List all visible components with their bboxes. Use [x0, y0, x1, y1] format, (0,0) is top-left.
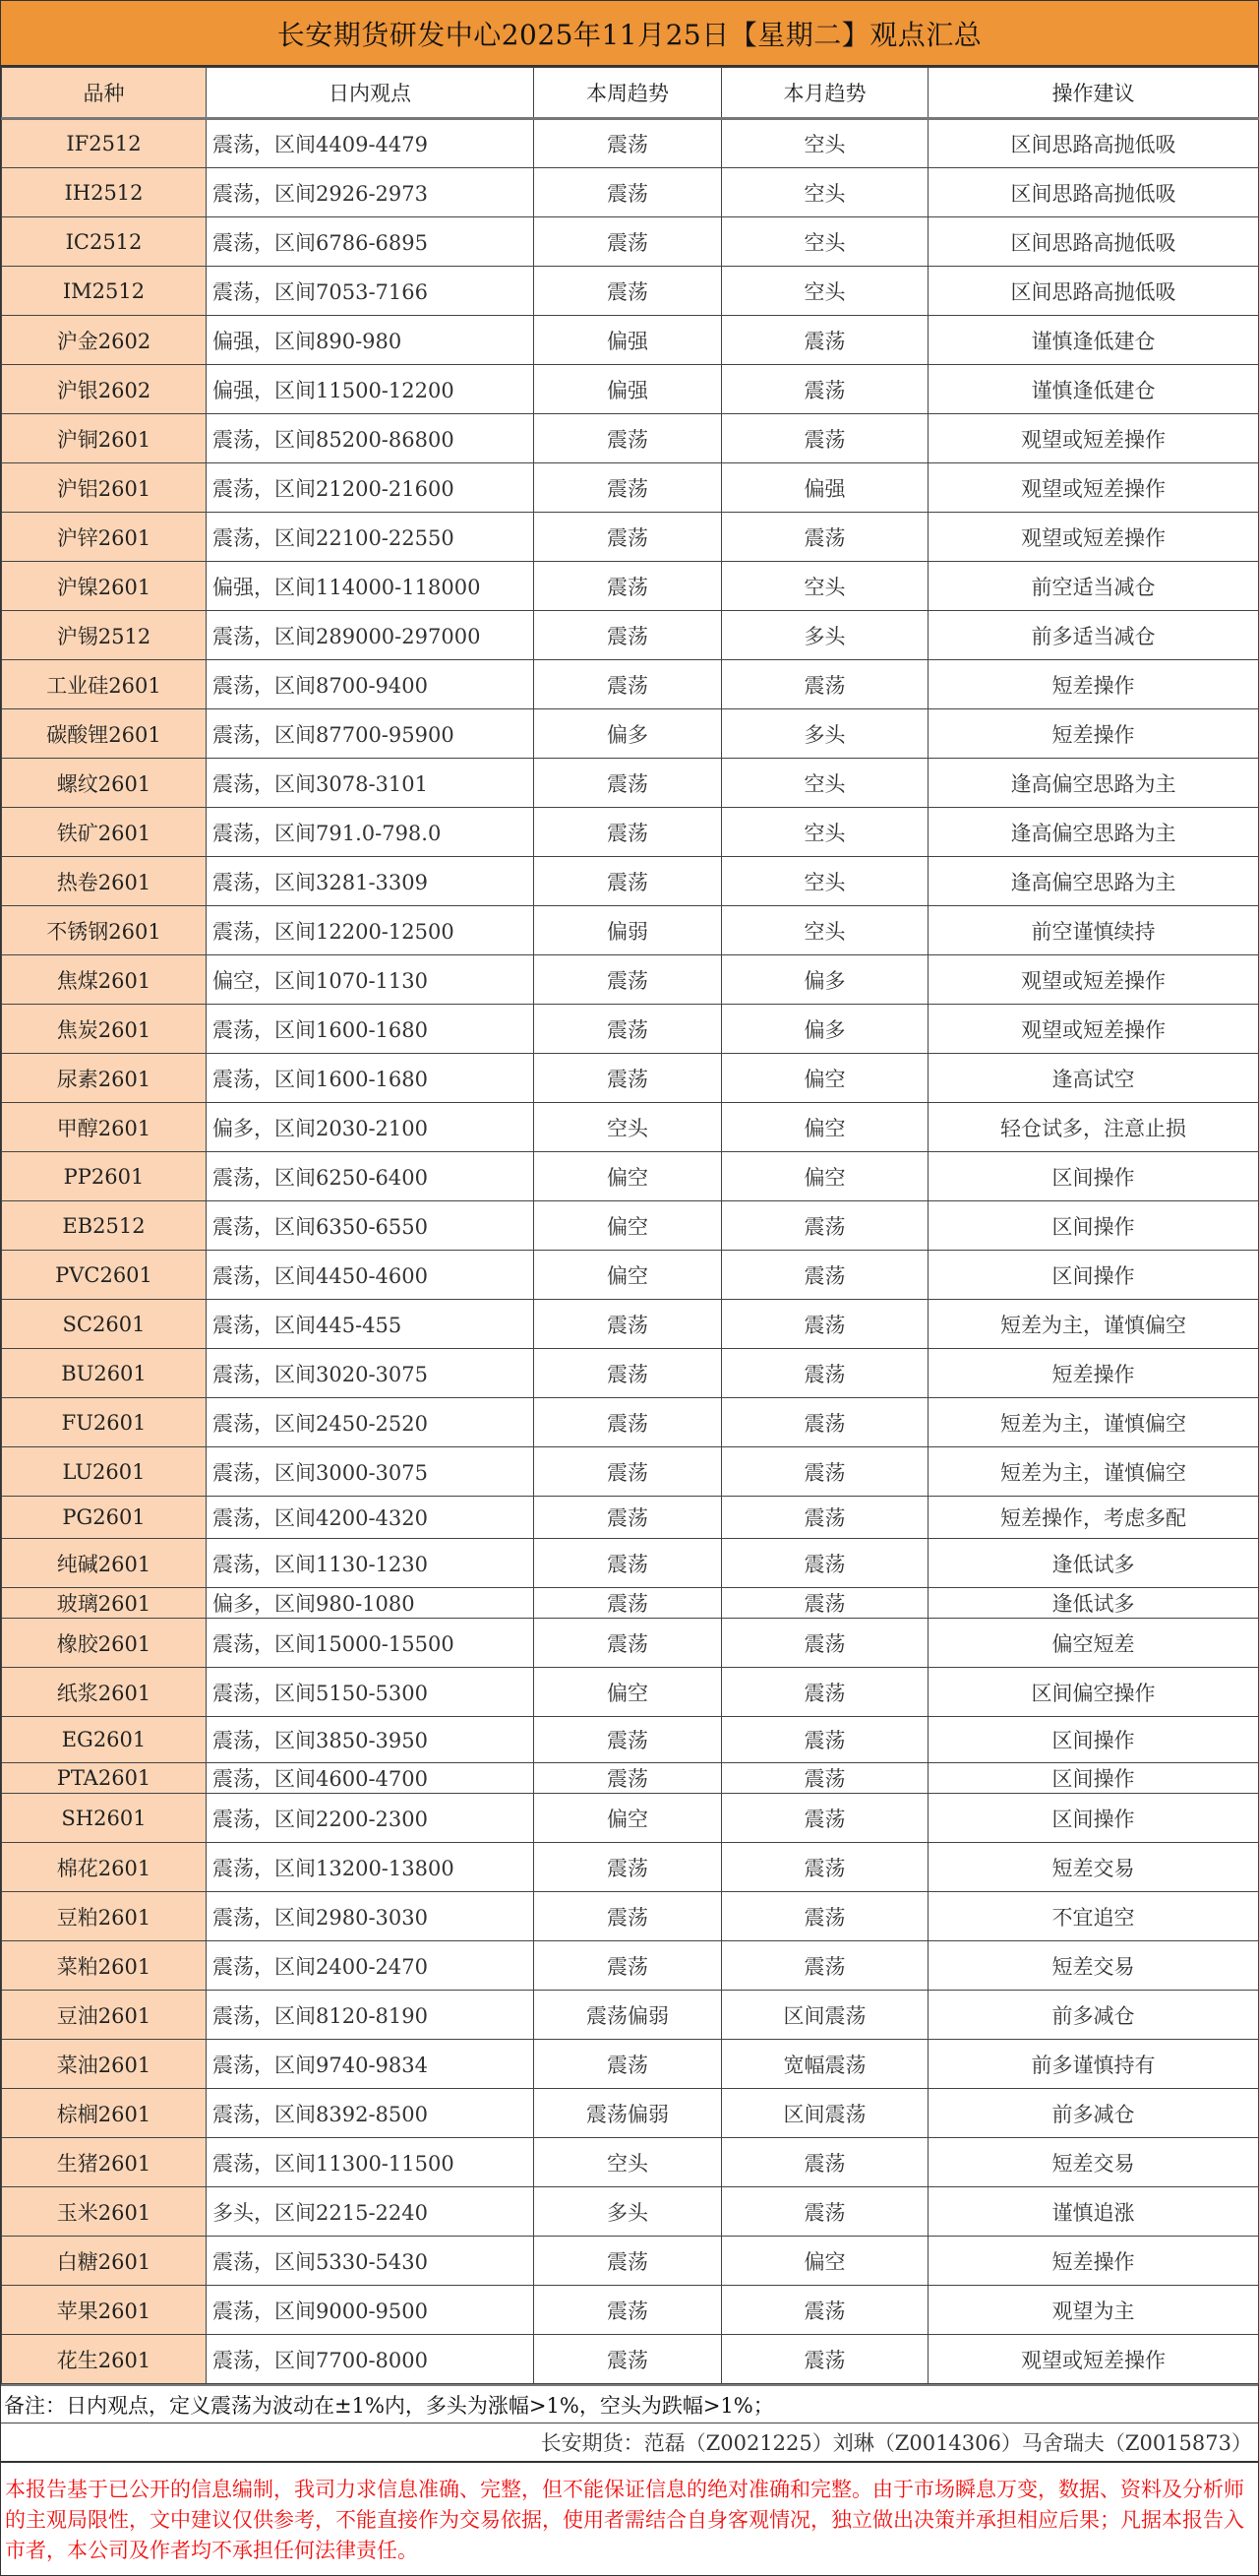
intraday-view-cell: 震荡，区间6786-6895 [207, 217, 534, 267]
variety-cell: SH2601 [2, 1794, 207, 1843]
advice-cell: 观望或短差操作 [929, 1005, 1259, 1054]
monthly-trend-cell: 偏空 [722, 1103, 929, 1152]
weekly-trend-cell: 震荡 [534, 759, 722, 808]
weekly-trend-cell: 偏多 [534, 709, 722, 759]
weekly-trend-cell: 空头 [534, 2138, 722, 2187]
analyst-signature: 长安期货：范磊（Z0021225）刘琳（Z0014306）马舍瑞夫（Z0015873） [1, 2423, 1258, 2463]
advice-cell: 谨慎逢低建仓 [929, 365, 1259, 414]
table-row [2, 217, 1259, 267]
intraday-view-cell: 震荡，区间13200-13800 [207, 1843, 534, 1892]
intraday-view-cell: 震荡，区间3020-3075 [207, 1349, 534, 1398]
table-row [2, 1201, 1259, 1251]
table-row [2, 2286, 1259, 2335]
weekly-trend-cell: 震荡 [534, 808, 722, 857]
variety-cell: 棕榈2601 [2, 2089, 207, 2138]
advice-cell: 前多谨慎持有 [929, 2040, 1259, 2089]
weekly-trend-cell: 偏弱 [534, 906, 722, 955]
intraday-view-cell: 震荡，区间8392-8500 [207, 2089, 534, 2138]
weekly-trend-cell: 震荡 [534, 611, 722, 660]
monthly-trend-cell: 震荡 [722, 1588, 929, 1619]
intraday-view-cell: 震荡，区间2200-2300 [207, 1794, 534, 1843]
weekly-trend-cell: 偏空 [534, 1251, 722, 1300]
monthly-trend-cell: 空头 [722, 562, 929, 611]
intraday-view-cell: 震荡，区间2400-2470 [207, 1941, 534, 1991]
variety-cell: PG2601 [2, 1497, 207, 1539]
monthly-trend-cell: 震荡 [722, 1941, 929, 1991]
header-intraday-view: 日内观点 [207, 68, 534, 119]
monthly-trend-cell: 震荡 [722, 1539, 929, 1588]
monthly-trend-cell: 震荡 [722, 1497, 929, 1539]
monthly-trend-cell: 震荡 [722, 1201, 929, 1251]
intraday-view-cell: 震荡，区间791.0-798.0 [207, 808, 534, 857]
table-row [2, 2040, 1259, 2089]
variety-cell: 沪锡2512 [2, 611, 207, 660]
table-row [2, 2187, 1259, 2237]
monthly-trend-cell: 宽幅震荡 [722, 2040, 929, 2089]
variety-cell: 菜粕2601 [2, 1941, 207, 1991]
weekly-trend-cell: 震荡 [534, 1054, 722, 1103]
table-row [2, 709, 1259, 759]
monthly-trend-cell: 震荡 [722, 2286, 929, 2335]
weekly-trend-cell: 震荡 [534, 1497, 722, 1539]
monthly-trend-cell: 偏空 [722, 1152, 929, 1201]
table-row [2, 513, 1259, 562]
table-row [2, 316, 1259, 365]
variety-cell: 纸浆2601 [2, 1668, 207, 1717]
advice-cell: 短差操作 [929, 1349, 1259, 1398]
intraday-view-cell: 震荡，区间7700-8000 [207, 2335, 534, 2384]
report-title: 长安期货研发中心2025年11月25日【星期二】观点汇总 [1, 1, 1258, 67]
monthly-trend-cell: 震荡 [722, 316, 929, 365]
monthly-trend-cell: 震荡 [722, 2138, 929, 2187]
advice-cell: 短差交易 [929, 1843, 1259, 1892]
variety-cell: 玻璃2601 [2, 1588, 207, 1619]
variety-cell: IM2512 [2, 267, 207, 316]
table-row [2, 1539, 1259, 1588]
table-row [2, 267, 1259, 316]
table-row [2, 1152, 1259, 1201]
intraday-view-cell: 震荡，区间3078-3101 [207, 759, 534, 808]
monthly-trend-cell: 震荡 [722, 513, 929, 562]
monthly-trend-cell: 震荡 [722, 2335, 929, 2384]
weekly-trend-cell: 震荡 [534, 562, 722, 611]
advice-cell: 前多减仓 [929, 2089, 1259, 2138]
monthly-trend-cell: 震荡 [722, 1892, 929, 1941]
table-row [2, 1588, 1259, 1619]
variety-cell: 铁矿2601 [2, 808, 207, 857]
weekly-trend-cell: 偏强 [534, 365, 722, 414]
advice-cell: 观望或短差操作 [929, 463, 1259, 513]
intraday-view-cell: 震荡，区间2980-3030 [207, 1892, 534, 1941]
intraday-view-cell: 震荡，区间4200-4320 [207, 1497, 534, 1539]
intraday-view-cell: 震荡，区间21200-21600 [207, 463, 534, 513]
variety-cell: FU2601 [2, 1398, 207, 1447]
weekly-trend-cell: 偏强 [534, 316, 722, 365]
monthly-trend-cell: 空头 [722, 217, 929, 267]
table-row [2, 1103, 1259, 1152]
variety-cell: 苹果2601 [2, 2286, 207, 2335]
monthly-trend-cell: 空头 [722, 857, 929, 906]
intraday-view-cell: 震荡，区间8700-9400 [207, 660, 534, 709]
weekly-trend-cell: 震荡 [534, 463, 722, 513]
monthly-trend-cell: 震荡 [722, 1619, 929, 1668]
variety-cell: PTA2601 [2, 1763, 207, 1794]
advice-cell: 短差操作，考虑多配 [929, 1497, 1259, 1539]
intraday-view-cell: 震荡，区间4409-4479 [207, 119, 534, 168]
table-row [2, 611, 1259, 660]
variety-cell: 生猪2601 [2, 2138, 207, 2187]
table-row [2, 1619, 1259, 1668]
advice-cell: 前多适当减仓 [929, 611, 1259, 660]
monthly-trend-cell: 空头 [722, 119, 929, 168]
advice-cell: 区间偏空操作 [929, 1668, 1259, 1717]
variety-cell: 碳酸锂2601 [2, 709, 207, 759]
intraday-view-cell: 震荡，区间22100-22550 [207, 513, 534, 562]
variety-cell: BU2601 [2, 1349, 207, 1398]
intraday-view-cell: 震荡，区间11300-11500 [207, 2138, 534, 2187]
variety-cell: 沪铜2601 [2, 414, 207, 463]
monthly-trend-cell: 震荡 [722, 1794, 929, 1843]
variety-cell: 豆粕2601 [2, 1892, 207, 1941]
variety-cell: 热卷2601 [2, 857, 207, 906]
table-row [2, 1398, 1259, 1447]
monthly-trend-cell: 震荡 [722, 1349, 929, 1398]
advice-cell: 区间操作 [929, 1201, 1259, 1251]
intraday-view-cell: 震荡，区间85200-86800 [207, 414, 534, 463]
table-row [2, 1005, 1259, 1054]
monthly-trend-cell: 偏空 [722, 2237, 929, 2286]
header-variety: 品种 [2, 68, 207, 119]
monthly-trend-cell: 偏空 [722, 1054, 929, 1103]
variety-cell: 尿素2601 [2, 1054, 207, 1103]
weekly-trend-cell: 震荡 [534, 1539, 722, 1588]
monthly-trend-cell: 多头 [722, 611, 929, 660]
advice-cell: 区间操作 [929, 1152, 1259, 1201]
variety-cell: IF2512 [2, 119, 207, 168]
weekly-trend-cell: 震荡 [534, 2335, 722, 2384]
table-row [2, 119, 1259, 168]
weekly-trend-cell: 震荡 [534, 955, 722, 1005]
note-row: 备注：日内观点，定义震荡为波动在±1%内，多头为涨幅>1%，空头为跌幅>1%； [1, 2384, 1258, 2423]
monthly-trend-cell: 多头 [722, 709, 929, 759]
table-row [2, 1054, 1259, 1103]
advice-cell: 短差操作 [929, 709, 1259, 759]
intraday-view-cell: 震荡，区间2450-2520 [207, 1398, 534, 1447]
intraday-view-cell: 偏强，区间114000-118000 [207, 562, 534, 611]
variety-cell: 工业硅2601 [2, 660, 207, 709]
variety-cell: 白糖2601 [2, 2237, 207, 2286]
variety-cell: 玉米2601 [2, 2187, 207, 2237]
monthly-trend-cell: 区间震荡 [722, 2089, 929, 2138]
weekly-trend-cell: 震荡 [534, 1892, 722, 1941]
intraday-view-cell: 震荡，区间3281-3309 [207, 857, 534, 906]
advice-cell: 短差操作 [929, 660, 1259, 709]
monthly-trend-cell: 震荡 [722, 660, 929, 709]
intraday-view-cell: 震荡，区间1130-1230 [207, 1539, 534, 1588]
intraday-view-cell: 震荡，区间1600-1680 [207, 1005, 534, 1054]
table-row [2, 463, 1259, 513]
weekly-trend-cell: 震荡 [534, 1005, 722, 1054]
intraday-view-cell: 震荡，区间5150-5300 [207, 1668, 534, 1717]
weekly-trend-cell: 震荡 [534, 1349, 722, 1398]
advice-cell: 短差为主，谨慎偏空 [929, 1447, 1259, 1497]
intraday-view-cell: 偏多，区间980-1080 [207, 1588, 534, 1619]
monthly-trend-cell: 震荡 [722, 1717, 929, 1763]
variety-cell: 沪银2602 [2, 365, 207, 414]
table-header-row [2, 68, 1259, 119]
variety-cell: 棉花2601 [2, 1843, 207, 1892]
intraday-view-cell: 震荡，区间4600-4700 [207, 1763, 534, 1794]
intraday-view-cell: 震荡，区间9000-9500 [207, 2286, 534, 2335]
weekly-trend-cell: 震荡 [534, 1763, 722, 1794]
variety-cell: PP2601 [2, 1152, 207, 1201]
weekly-trend-cell: 偏空 [534, 1668, 722, 1717]
views-table [1, 67, 1259, 2384]
table-row [2, 955, 1259, 1005]
header-monthly-trend: 本月趋势 [722, 68, 929, 119]
table-row [2, 365, 1259, 414]
variety-cell: SC2601 [2, 1300, 207, 1349]
advice-cell: 逢高试空 [929, 1054, 1259, 1103]
monthly-trend-cell: 震荡 [722, 1843, 929, 1892]
table-row [2, 1991, 1259, 2040]
table-row [2, 1941, 1259, 1991]
variety-cell: 橡胶2601 [2, 1619, 207, 1668]
monthly-trend-cell: 震荡 [722, 1251, 929, 1300]
monthly-trend-cell: 空头 [722, 168, 929, 217]
table-row [2, 562, 1259, 611]
table-row [2, 1300, 1259, 1349]
advice-cell: 逢低试多 [929, 1539, 1259, 1588]
table-row [2, 906, 1259, 955]
weekly-trend-cell: 空头 [534, 1103, 722, 1152]
monthly-trend-cell: 震荡 [722, 1447, 929, 1497]
intraday-view-cell: 震荡，区间15000-15500 [207, 1619, 534, 1668]
table-row [2, 1447, 1259, 1497]
weekly-trend-cell: 震荡 [534, 1619, 722, 1668]
table-row [2, 1349, 1259, 1398]
monthly-trend-cell: 空头 [722, 906, 929, 955]
intraday-view-cell: 震荡，区间9740-9834 [207, 2040, 534, 2089]
weekly-trend-cell: 震荡 [534, 1941, 722, 1991]
intraday-view-cell: 震荡，区间87700-95900 [207, 709, 534, 759]
weekly-trend-cell: 震荡 [534, 660, 722, 709]
intraday-view-cell: 震荡，区间445-455 [207, 1300, 534, 1349]
advice-cell: 轻仓试多，注意止损 [929, 1103, 1259, 1152]
advice-cell: 逢低试多 [929, 1588, 1259, 1619]
advice-cell: 区间操作 [929, 1251, 1259, 1300]
intraday-view-cell: 偏空，区间1070-1130 [207, 955, 534, 1005]
weekly-trend-cell: 震荡 [534, 513, 722, 562]
advice-cell: 逢高偏空思路为主 [929, 857, 1259, 906]
monthly-trend-cell: 震荡 [722, 414, 929, 463]
intraday-view-cell: 震荡，区间3850-3950 [207, 1717, 534, 1763]
weekly-trend-cell: 震荡 [534, 119, 722, 168]
advice-cell: 短差为主，谨慎偏空 [929, 1300, 1259, 1349]
weekly-trend-cell: 震荡偏弱 [534, 2089, 722, 2138]
advice-cell: 区间思路高抛低吸 [929, 217, 1259, 267]
variety-cell: PVC2601 [2, 1251, 207, 1300]
advice-cell: 观望或短差操作 [929, 2335, 1259, 2384]
table-row [2, 1717, 1259, 1763]
weekly-trend-cell: 多头 [534, 2187, 722, 2237]
advice-cell: 不宜追空 [929, 1892, 1259, 1941]
advice-cell: 观望或短差操作 [929, 955, 1259, 1005]
intraday-view-cell: 震荡，区间6350-6550 [207, 1201, 534, 1251]
monthly-trend-cell: 区间震荡 [722, 1991, 929, 2040]
weekly-trend-cell: 震荡 [534, 1447, 722, 1497]
table-row [2, 168, 1259, 217]
monthly-trend-cell: 空头 [722, 759, 929, 808]
intraday-view-cell: 震荡，区间2926-2973 [207, 168, 534, 217]
intraday-view-cell: 震荡，区间8120-8190 [207, 1991, 534, 2040]
monthly-trend-cell: 空头 [722, 267, 929, 316]
weekly-trend-cell: 震荡 [534, 1300, 722, 1349]
weekly-trend-cell: 震荡 [534, 2286, 722, 2335]
table-row [2, 857, 1259, 906]
weekly-trend-cell: 震荡 [534, 168, 722, 217]
weekly-trend-cell: 震荡 [534, 1588, 722, 1619]
table-row [2, 1668, 1259, 1717]
intraday-view-cell: 震荡，区间6250-6400 [207, 1152, 534, 1201]
variety-cell: 花生2601 [2, 2335, 207, 2384]
variety-cell: 豆油2601 [2, 1991, 207, 2040]
variety-cell: 沪镍2601 [2, 562, 207, 611]
weekly-trend-cell: 震荡 [534, 1843, 722, 1892]
header-advice: 操作建议 [929, 68, 1259, 119]
advice-cell: 观望或短差操作 [929, 513, 1259, 562]
advice-cell: 区间思路高抛低吸 [929, 267, 1259, 316]
variety-cell: IH2512 [2, 168, 207, 217]
weekly-trend-cell: 偏空 [534, 1794, 722, 1843]
intraday-view-cell: 多头，区间2215-2240 [207, 2187, 534, 2237]
table-row [2, 1251, 1259, 1300]
weekly-trend-cell: 震荡 [534, 1398, 722, 1447]
table-body [2, 119, 1259, 2384]
variety-cell: 沪锌2601 [2, 513, 207, 562]
intraday-view-cell: 偏强，区间890-980 [207, 316, 534, 365]
advice-cell: 谨慎追涨 [929, 2187, 1259, 2237]
advice-cell: 区间思路高抛低吸 [929, 119, 1259, 168]
weekly-trend-cell: 偏空 [534, 1152, 722, 1201]
advice-cell: 偏空短差 [929, 1619, 1259, 1668]
variety-cell: 甲醇2601 [2, 1103, 207, 1152]
weekly-trend-cell: 震荡 [534, 217, 722, 267]
variety-cell: 菜油2601 [2, 2040, 207, 2089]
advice-cell: 谨慎逢低建仓 [929, 316, 1259, 365]
table-row [2, 2138, 1259, 2187]
advice-cell: 前空谨慎续持 [929, 906, 1259, 955]
variety-cell: 螺纹2601 [2, 759, 207, 808]
weekly-trend-cell: 震荡 [534, 2040, 722, 2089]
variety-cell: IC2512 [2, 217, 207, 267]
monthly-trend-cell: 偏多 [722, 955, 929, 1005]
table-row [2, 2089, 1259, 2138]
advice-cell: 逢高偏空思路为主 [929, 808, 1259, 857]
monthly-trend-cell: 震荡 [722, 1763, 929, 1794]
table-row [2, 759, 1259, 808]
advice-cell: 短差交易 [929, 1941, 1259, 1991]
advice-cell: 短差为主，谨慎偏空 [929, 1398, 1259, 1447]
advice-cell: 观望为主 [929, 2286, 1259, 2335]
weekly-trend-cell: 震荡偏弱 [534, 1991, 722, 2040]
monthly-trend-cell: 震荡 [722, 365, 929, 414]
advice-cell: 观望或短差操作 [929, 414, 1259, 463]
monthly-trend-cell: 空头 [722, 808, 929, 857]
advice-cell: 逢高偏空思路为主 [929, 759, 1259, 808]
variety-cell: LU2601 [2, 1447, 207, 1497]
monthly-trend-cell: 偏多 [722, 1005, 929, 1054]
intraday-view-cell: 震荡，区间3000-3075 [207, 1447, 534, 1497]
advice-cell: 短差操作 [929, 2237, 1259, 2286]
table-row [2, 1497, 1259, 1539]
table-row [2, 1892, 1259, 1941]
advice-cell: 区间操作 [929, 1794, 1259, 1843]
variety-cell: 沪铝2601 [2, 463, 207, 513]
weekly-trend-cell: 震荡 [534, 267, 722, 316]
intraday-view-cell: 偏强，区间11500-12200 [207, 365, 534, 414]
monthly-trend-cell: 震荡 [722, 1300, 929, 1349]
monthly-trend-cell: 震荡 [722, 2187, 929, 2237]
monthly-trend-cell: 震荡 [722, 1398, 929, 1447]
intraday-view-cell: 震荡，区间1600-1680 [207, 1054, 534, 1103]
variety-cell: EB2512 [2, 1201, 207, 1251]
weekly-trend-cell: 震荡 [534, 2237, 722, 2286]
weekly-trend-cell: 震荡 [534, 414, 722, 463]
table-row [2, 808, 1259, 857]
intraday-view-cell: 震荡，区间7053-7166 [207, 267, 534, 316]
table-row [2, 2335, 1259, 2384]
variety-cell: 焦炭2601 [2, 1005, 207, 1054]
table-row [2, 1843, 1259, 1892]
monthly-trend-cell: 震荡 [722, 1668, 929, 1717]
variety-cell: 沪金2602 [2, 316, 207, 365]
intraday-view-cell: 偏多，区间2030-2100 [207, 1103, 534, 1152]
variety-cell: 纯碱2601 [2, 1539, 207, 1588]
advice-cell: 区间操作 [929, 1763, 1259, 1794]
table-row [2, 660, 1259, 709]
variety-cell: EG2601 [2, 1717, 207, 1763]
disclaimer: 本报告基于已公开的信息编制，我司力求信息准确、完整，但不能保证信息的绝对准确和完整。由于市场瞬息万变，数据、资料及分析师的主观局限性，文中建议仅供参考，不能直接作为交易依据，使用者需结合自身客观情况，独立做出决策并承担相应后果；凡据本报告入市者，本公司及作者均不承担任何法律责任。 [5, 2478, 1244, 2562]
advice-cell: 区间操作 [929, 1717, 1259, 1763]
variety-cell: 焦煤2601 [2, 955, 207, 1005]
table-row [2, 414, 1259, 463]
table-row [2, 2237, 1259, 2286]
advice-cell: 区间思路高抛低吸 [929, 168, 1259, 217]
weekly-trend-cell: 震荡 [534, 857, 722, 906]
intraday-view-cell: 震荡，区间289000-297000 [207, 611, 534, 660]
intraday-view-cell: 震荡，区间5330-5430 [207, 2237, 534, 2286]
advice-cell: 前空适当减仓 [929, 562, 1259, 611]
table-row [2, 1763, 1259, 1794]
variety-cell: 不锈钢2601 [2, 906, 207, 955]
intraday-view-cell: 震荡，区间4450-4600 [207, 1251, 534, 1300]
intraday-view-cell: 震荡，区间12200-12500 [207, 906, 534, 955]
advice-cell: 前多减仓 [929, 1991, 1259, 2040]
advice-cell: 短差交易 [929, 2138, 1259, 2187]
header-weekly-trend: 本周趋势 [534, 68, 722, 119]
weekly-trend-cell: 偏空 [534, 1201, 722, 1251]
table-row [2, 1794, 1259, 1843]
weekly-trend-cell: 震荡 [534, 1717, 722, 1763]
monthly-trend-cell: 偏强 [722, 463, 929, 513]
